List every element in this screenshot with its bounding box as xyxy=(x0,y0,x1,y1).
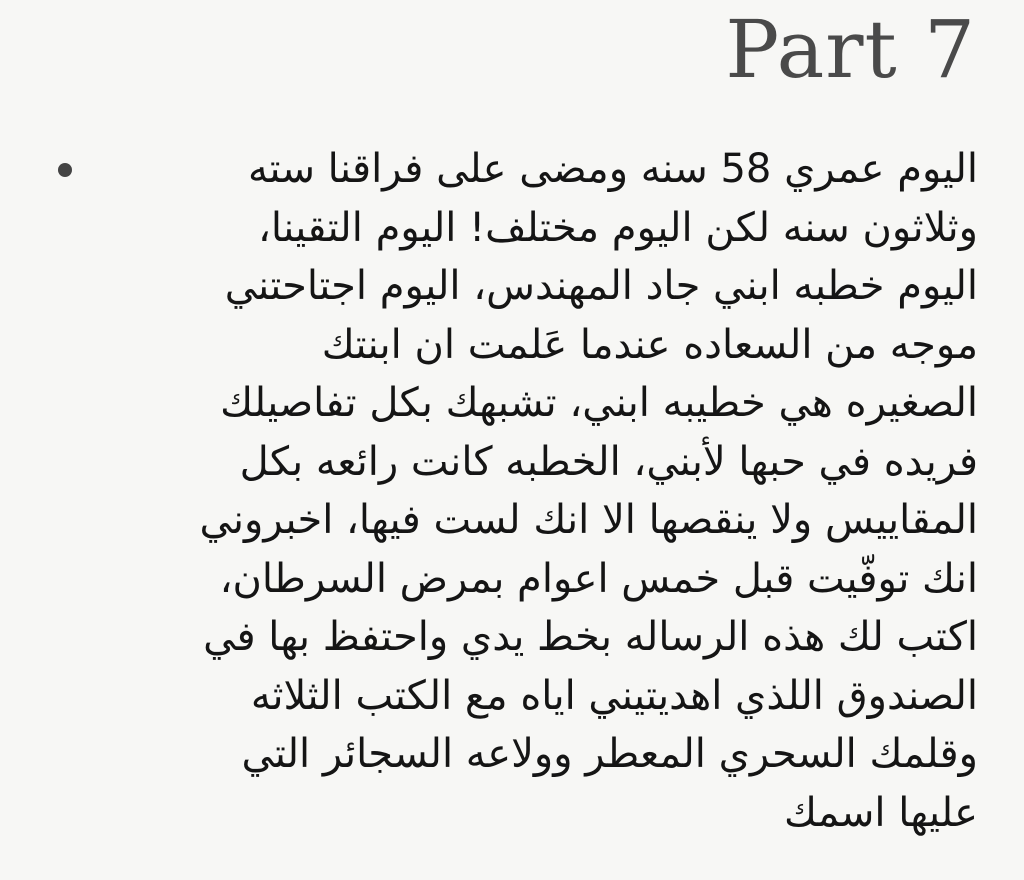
letter-line: الصندوق اللذي اهديتيني اياه مع الكتب الثلاثه xyxy=(250,672,978,719)
letter-line: عليها اسمك xyxy=(784,789,978,836)
part-title: Part 7 xyxy=(725,3,976,96)
letter-line: المقاييس ولا ينقصها الا انك لست فيها، اخبروني xyxy=(199,497,978,543)
letter-line: الصغيره هي خطيبه ابني، تشبهك بكل تفاصيلك xyxy=(220,380,978,426)
letter-line: انك توفّيت قبل خمس اعوام بمرض السرطان، xyxy=(219,555,978,602)
letter-line: وثلاثون سنه لكن اليوم مختلف! اليوم التقينا، xyxy=(258,204,978,251)
bullet-icon xyxy=(58,163,72,177)
letter-line: وقلمك السحري المعطر وولاعه السجائر التي xyxy=(241,731,978,777)
letter-line: اليوم عمري 58 سنه ومضى على فراقنا سته xyxy=(247,146,978,192)
letter-line: موجه من السعاده عندما عَلمت ان ابنتك xyxy=(321,321,978,368)
letter-line: فريده في حبها لأبني، الخطبه كانت رائعه بكل xyxy=(239,438,978,485)
letter-line: اكتب لك هذه الرساله بخط يدي واحتفظ بها في xyxy=(203,614,978,660)
letter-body xyxy=(118,140,978,842)
letter-line: اليوم خطبه ابني جاد المهندس، اليوم اجتاحتني xyxy=(224,263,978,309)
